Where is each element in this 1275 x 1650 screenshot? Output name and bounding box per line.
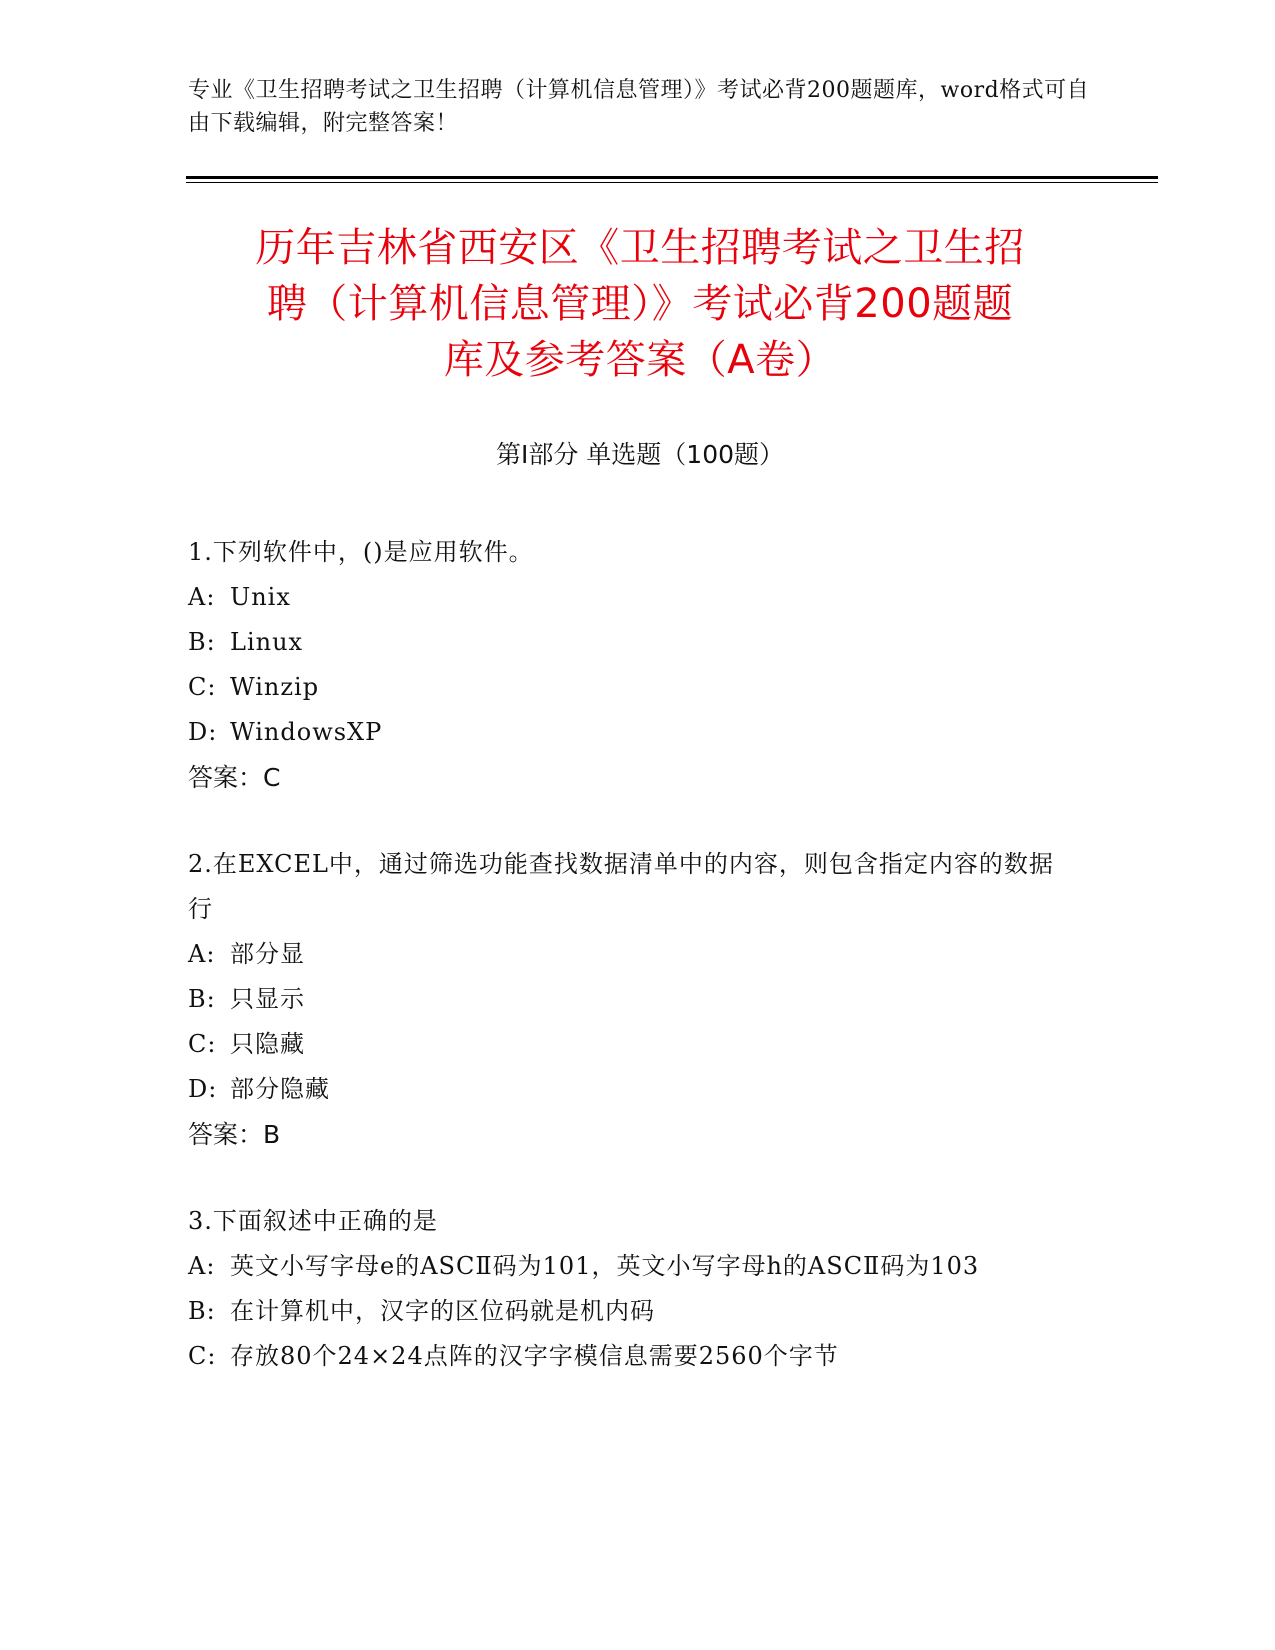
option-text: 在计算机中，汉字的区位码就是机内码 [230,1297,655,1325]
question-3 [188,1199,1068,1379]
option-text: 部分隐藏 [230,1075,330,1103]
option-letter: A: [188,583,216,611]
option-text: 只显示 [230,985,305,1013]
question-list [188,530,1068,1421]
option-text: Winzip [230,673,320,701]
option-c [188,1334,1068,1379]
header-note: 专业《卫生招聘考试之卫生招聘（计算机信息管理）》考试必背200题题库，word格式可自由下载编辑，附完整答案！ [188,78,1090,136]
option-a [188,1244,1068,1289]
option-letter: C: [188,1342,217,1370]
option-letter: A: [188,940,216,968]
question-stem: 2.在EXCEL中，通过筛选功能查找数据清单中的内容，则包含指定内容的数据行 [188,850,1054,923]
option-d [188,710,1068,755]
option-letter: C: [188,1030,217,1058]
document-title [180,220,1100,388]
option-a [188,932,1068,977]
option-b [188,977,1068,1022]
question-stem: 1.下列软件中，()是应用软件。 [188,538,534,566]
option-letter: B: [188,985,216,1013]
option-text: 只隐藏 [230,1030,305,1058]
section-heading: 第Ⅰ部分 单选题（100题） [495,440,785,469]
option-text: 部分显 [230,940,305,968]
question-1 [188,530,1068,800]
title-line: 历年吉林省西安区《卫生招聘考试之卫生招 [255,225,1025,271]
option-text: 英文小写字母e的ASCⅡ码为101，英文小写字母h的ASCⅡ码为103 [230,1252,980,1280]
title-line: 聘（计算机信息管理）》考试必背200题题 [266,281,1014,327]
option-letter: D: [188,1075,218,1103]
option-c [188,665,1068,710]
answer-line: 答案：C [188,763,281,792]
option-letter: A: [188,1252,216,1280]
option-b [188,620,1068,665]
option-letter: B: [188,1297,216,1325]
option-letter: D: [188,718,218,746]
question-stem: 3.下面叙述中正确的是 [188,1207,438,1235]
option-text: WindowsXP [230,718,383,746]
header-divider-thin [186,182,1158,183]
option-text: Linux [230,628,304,656]
option-text: 存放80个24×24点阵的汉字字模信息需要2560个字节 [230,1342,839,1370]
option-letter: B: [188,628,216,656]
option-a [188,575,1068,620]
option-letter: C: [188,673,217,701]
answer-line: 答案：B [188,1120,281,1149]
option-c [188,1022,1068,1067]
option-b [188,1289,1068,1334]
header-divider-thick [186,176,1158,179]
question-2 [188,842,1068,1157]
title-line: 库及参考答案（A卷） [443,337,837,383]
option-d [188,1067,1068,1112]
option-text: Unix [230,583,291,611]
